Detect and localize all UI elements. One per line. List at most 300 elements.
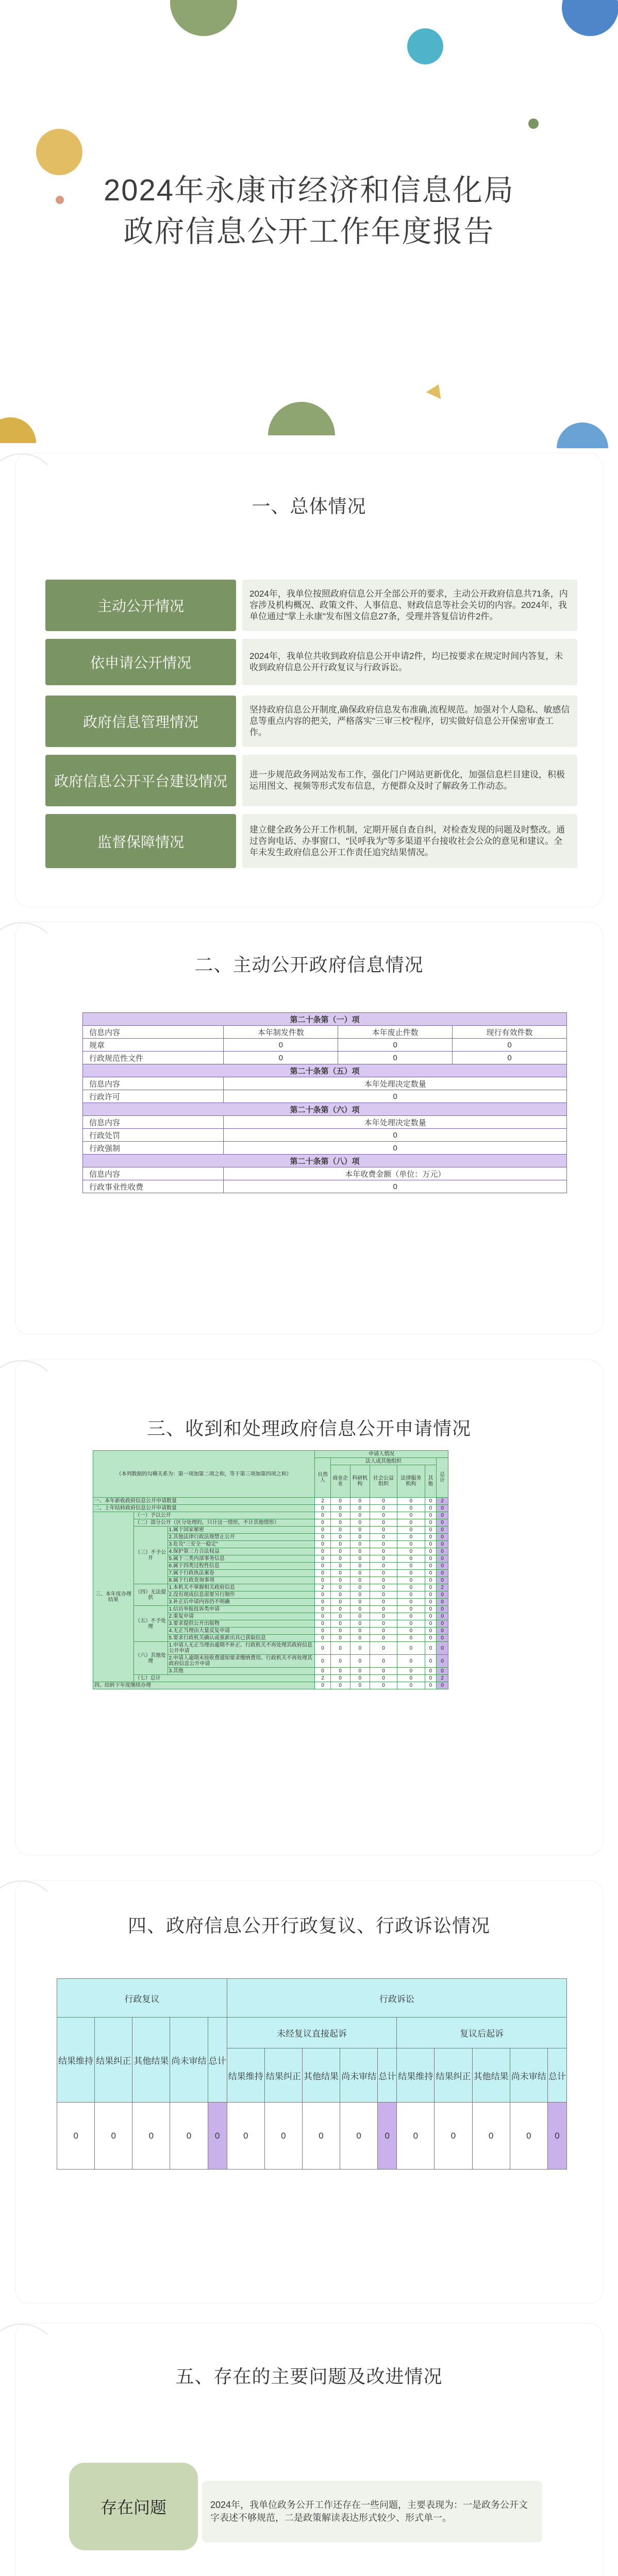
col-header: 尚未审结 <box>340 2048 378 2103</box>
cell: 0 <box>437 1591 448 1599</box>
active-disclosure-table <box>82 1012 567 1193</box>
row-label: 行政强制 <box>83 1142 224 1155</box>
row-label: 5.属于三类内部事务信息 <box>168 1555 315 1563</box>
cell: 0 <box>315 1534 330 1541</box>
cell: 0 <box>437 1668 448 1675</box>
cell: 0 <box>425 1635 437 1642</box>
cell: 0 <box>370 1599 397 1606</box>
cell: 0 <box>370 1577 397 1584</box>
cell: 0 <box>437 1512 448 1519</box>
corner-note: （本列数据的勾稽关系为：第一项加第二项之和，等于第三项加第四项之和） <box>93 1451 315 1498</box>
litigation-header: 行政诉讼 <box>227 1979 566 2018</box>
cell: 0 <box>425 1628 437 1635</box>
cell: 0 <box>370 1548 397 1555</box>
cell: 0 <box>370 1555 397 1563</box>
cell: 0 <box>330 1606 350 1613</box>
cell: 0 <box>370 1584 397 1591</box>
cell: 0 <box>330 1584 350 1591</box>
row-label: 2.没有现成信息需要另行制作 <box>168 1591 315 1599</box>
row-label: 1.信访举报投诉类申请 <box>168 1606 315 1613</box>
request-table <box>93 1450 448 1689</box>
cell: 0 <box>370 1620 397 1628</box>
cell: 2 <box>315 1584 330 1591</box>
col-header: 结果纠正 <box>95 2018 132 2103</box>
cell: 0 <box>425 1512 437 1519</box>
s1-label-platform: 政府信息公开平台建设情况 <box>45 755 236 806</box>
col-header: 结果维持 <box>57 2018 95 2103</box>
row-label: 2.其他法律行政法规禁止公开 <box>168 1534 315 1541</box>
col-header: 其他结果 <box>132 2018 170 2103</box>
cell: 0 <box>425 1563 437 1570</box>
cell: 0 <box>370 1541 397 1548</box>
cell: 0 <box>425 1519 437 1527</box>
col-header: 法律服务机构 <box>397 1465 425 1498</box>
s1-label-active: 主动公开情况 <box>45 580 236 631</box>
natural-person-header: 自然人 <box>315 1458 330 1498</box>
cell: 0 <box>350 1599 370 1606</box>
cell: 0 <box>330 1541 350 1548</box>
row-label: 3.其他 <box>168 1668 315 1675</box>
cell: 0 <box>510 2103 547 2170</box>
cell: 0 <box>330 1628 350 1635</box>
cell: 0 <box>315 1642 330 1655</box>
title-line-2: 政府信息公开工作年度报告 <box>123 215 495 248</box>
cell: 2 <box>315 1675 330 1682</box>
cell: 0 <box>57 2103 95 2170</box>
cell: 0 <box>350 1668 370 1675</box>
decor-teal-circle <box>407 28 443 64</box>
cell: 0 <box>437 1527 448 1534</box>
cell: 0 <box>397 1606 425 1613</box>
row-label: （二）部分公开（区分处理的，只计这一情形，不计其他情形） <box>133 1519 315 1527</box>
cell: 0 <box>370 1628 397 1635</box>
cell: 0 <box>330 1591 350 1599</box>
cell: 0 <box>397 1620 425 1628</box>
cell: 0 <box>437 1534 448 1541</box>
cell: 0 <box>425 1642 437 1655</box>
cell: 0 <box>315 1599 330 1606</box>
cell: 0 <box>370 1498 397 1505</box>
row-label: 3.危及"三安全一稳定" <box>168 1541 315 1548</box>
cell: 0 <box>397 1577 425 1584</box>
cell: 0 <box>370 1505 397 1512</box>
s1-label-supervision: 监督保障情况 <box>45 814 236 868</box>
col-header: 社会公益组织 <box>370 1465 397 1498</box>
cell: 0 <box>397 1655 425 1668</box>
cell: 0 <box>437 1548 448 1555</box>
col-header: 尚未审结 <box>170 2018 208 2103</box>
cell: 0 <box>330 1620 350 1628</box>
cell: 0 <box>425 1584 437 1591</box>
cell: 0 <box>350 1642 370 1655</box>
block4-header: 第二十条第（八）项 <box>83 1155 567 1167</box>
cell: 0 <box>425 1613 437 1620</box>
title-line-1: 2024年永康市经济和信息化局 <box>103 174 515 207</box>
col-header: 信息内容 <box>83 1077 224 1090</box>
row-label: 7.属于行政执法案卷 <box>168 1570 315 1577</box>
cell: 0 <box>397 2103 435 2170</box>
cell: 0 <box>397 1548 425 1555</box>
row-label: 1.申请人无正当理由逾期不补正、行政机关不再处理其政府信息公开申请 <box>168 1642 315 1655</box>
cell: 0 <box>397 1642 425 1655</box>
cell: 0 <box>437 1613 448 1620</box>
block1-header: 第二十条第（一）项 <box>83 1013 567 1026</box>
cell: 0 <box>397 1534 425 1541</box>
group-label: 三、本年度办理结果 <box>93 1512 134 1682</box>
col-header: 信息内容 <box>83 1026 224 1039</box>
cell: 0 <box>437 1635 448 1642</box>
cell: 0 <box>330 1505 350 1512</box>
row-label: 二、上年结转政府信息公开申请数量 <box>93 1505 315 1512</box>
review-header: 行政复议 <box>57 1979 227 2018</box>
cell: 0 <box>425 1534 437 1541</box>
cell: 0 <box>425 1668 437 1675</box>
cell: 0 <box>315 1606 330 1613</box>
cell: 0 <box>330 1563 350 1570</box>
row-label: 行政处罚 <box>83 1129 224 1142</box>
cell: 0 <box>425 1591 437 1599</box>
col-header: 信息内容 <box>83 1116 224 1129</box>
cell: 0 <box>224 1039 338 1052</box>
cell: 0 <box>315 1527 330 1534</box>
cell: 2 <box>437 1498 448 1505</box>
cell: 0 <box>425 1570 437 1577</box>
block2-header: 第二十条第（五）项 <box>83 1064 567 1077</box>
cell: 0 <box>350 1577 370 1584</box>
row-label: 规章 <box>83 1039 224 1052</box>
cell: 0 <box>437 1628 448 1635</box>
cell: 0 <box>224 1142 567 1155</box>
cell: 0 <box>330 1519 350 1527</box>
cell: 0 <box>397 1498 425 1505</box>
cell: 0 <box>437 1599 448 1606</box>
cell: 0 <box>350 1675 370 1682</box>
cell: 0 <box>370 1512 397 1519</box>
cell: 0 <box>350 1563 370 1570</box>
row-label: 行政规范性文件 <box>83 1052 224 1064</box>
cell: 0 <box>397 1591 425 1599</box>
cell: 0 <box>315 1577 330 1584</box>
row-label: 1.本机关不掌握相关政府信息 <box>168 1584 315 1591</box>
problem-label: 存在问题 <box>69 2463 198 2550</box>
cell: 0 <box>397 1628 425 1635</box>
total-header: 总计 <box>437 1458 448 1498</box>
s1-desc-request: 2024年，我单位共收到政府信息公开申请2件，均已按要求在规定时间内答复，未收到政府信息公开行政复议与行政诉讼。 <box>242 639 577 685</box>
cell: 0 <box>437 1519 448 1527</box>
col-header: 信息内容 <box>83 1167 224 1180</box>
cell: 0 <box>315 1505 330 1512</box>
cell: 0 <box>425 1655 437 1668</box>
cell: 0 <box>350 1512 370 1519</box>
cell: 0 <box>330 1534 350 1541</box>
cell: 0 <box>350 1548 370 1555</box>
col-header: 结果纠正 <box>435 2048 472 2103</box>
cell: 0 <box>472 2103 510 2170</box>
page-title <box>0 170 618 252</box>
cell: 0 <box>370 1527 397 1534</box>
cell: 0 <box>397 1635 425 1642</box>
cell: 0 <box>370 1675 397 1682</box>
col-header: 科研机构 <box>350 1465 370 1498</box>
row-label: 一、本年新收政府信息公开申请数量 <box>93 1498 315 1505</box>
cell: 0 <box>397 1584 425 1591</box>
row-label: 4.保护第三方合法权益 <box>168 1548 315 1555</box>
cell: 0 <box>330 1599 350 1606</box>
cell: 0 <box>370 1606 397 1613</box>
legal-person-header: 法人或其他组织 <box>330 1458 437 1465</box>
row-label: 2.重复申请 <box>168 1613 315 1620</box>
cell: 0 <box>425 1527 437 1534</box>
cell: 0 <box>437 1620 448 1628</box>
cell: 0 <box>330 1498 350 1505</box>
col-header: 尚未审结 <box>510 2048 547 2103</box>
cell: 0 <box>315 1563 330 1570</box>
cell: 0 <box>437 1505 448 1512</box>
cell: 0 <box>370 1563 397 1570</box>
cell: 0 <box>437 1541 448 1548</box>
cell: 0 <box>370 1655 397 1668</box>
cell: 0 <box>437 1555 448 1563</box>
cell: 2 <box>315 1498 330 1505</box>
cell: 0 <box>397 1668 425 1675</box>
cell: 0 <box>425 1682 437 1689</box>
cell: 0 <box>397 1512 425 1519</box>
cell: 0 <box>95 2103 132 2170</box>
cell: 0 <box>397 1527 425 1534</box>
cell: 0 <box>330 1613 350 1620</box>
col-header: 本年废止件数 <box>338 1026 453 1039</box>
cell: 0 <box>350 1519 370 1527</box>
col-header: 其他结果 <box>302 2048 340 2103</box>
cell: 0 <box>425 1599 437 1606</box>
cell: 0 <box>315 1591 330 1599</box>
s1-label-request: 依申请公开情况 <box>45 639 236 685</box>
not-reviewed-header: 未经复议直接起诉 <box>227 2018 397 2048</box>
cell: 0 <box>453 1052 567 1064</box>
review-litigation-table <box>57 1978 567 2170</box>
cell: 0 <box>315 1519 330 1527</box>
col-header: 结果维持 <box>227 2048 264 2103</box>
cell: 0 <box>370 1635 397 1642</box>
cell: 0 <box>425 1505 437 1512</box>
section-5-title: 五、存在的主要问题及改进情况 <box>175 2366 443 2387</box>
cell: 0 <box>330 1635 350 1642</box>
cell: 0 <box>425 1606 437 1613</box>
cell: 0 <box>315 1655 330 1668</box>
cell: 0 <box>315 1620 330 1628</box>
row-label: 1.属于国家秘密 <box>168 1527 315 1534</box>
cell: 0 <box>350 1541 370 1548</box>
cell: 0 <box>397 1599 425 1606</box>
cell: 0 <box>350 1555 370 1563</box>
cell: 0 <box>437 1563 448 1570</box>
s1-desc-supervision: 建立健全政务公开工作机制，定期开展自查自纠，对检查发现的问题及时整改。通过咨询电话、办事窗口、"民呼我为"等多渠道平台接收社会公众的意见和建议。全年未发生政府信息公开工作责任追究结果情况。 <box>242 814 577 868</box>
col-header: 商业企业 <box>330 1465 350 1498</box>
after-review-header: 复议后起诉 <box>397 2018 567 2048</box>
cell: 0 <box>397 1675 425 1682</box>
cell: 0 <box>350 1655 370 1668</box>
row-label: 8.属于行政查询事项 <box>168 1577 315 1584</box>
cell: 0 <box>425 1498 437 1505</box>
cell: 0 <box>350 1591 370 1599</box>
cell: 0 <box>350 1498 370 1505</box>
cell: 0 <box>350 1613 370 1620</box>
row-label: 2.申请人逾期未按收费通知要求缴纳费用、行政机关不再处理其政府信息公开申请 <box>168 1655 315 1668</box>
row-label: 5.要求行政机关确认或重新出具已获取信息 <box>168 1635 315 1642</box>
s1-desc-management: 坚持政府信息公开制度,确保政府信息发布准确,流程规范。加强对个人隐私、敏感信息等重点内容的把关，严格落实"三审三校"程序，切实做好信息公开保密审查工作。 <box>242 696 577 747</box>
col-header: 总计 <box>378 2048 397 2103</box>
cell: 0 <box>397 1570 425 1577</box>
cell: 0 <box>397 1613 425 1620</box>
cell: 0 <box>397 1555 425 1563</box>
cell: 0 <box>397 1505 425 1512</box>
cell: 0 <box>330 1675 350 1682</box>
cell: 0 <box>227 2103 264 2170</box>
row-label: 3.要求提供公开出版物 <box>168 1620 315 1628</box>
problem-desc: 2024年，我单位政务公开工作还存在一些问题，主要表现为：一是政务公开文字表述不够规范，二是政策解读表达形式较少、形式单一。 <box>202 2481 542 2543</box>
cell: 0 <box>437 1606 448 1613</box>
cell: 0 <box>370 1519 397 1527</box>
cell: 0 <box>425 1675 437 1682</box>
cell: 0 <box>315 1613 330 1620</box>
cell: 0 <box>315 1512 330 1519</box>
cell: 0 <box>330 1577 350 1584</box>
cell: 0 <box>350 1606 370 1613</box>
cell: 0 <box>208 2103 227 2170</box>
cell: 0 <box>350 1505 370 1512</box>
col-header: 总计 <box>547 2048 566 2103</box>
row-label: （七）总计 <box>133 1675 315 1682</box>
decor-blue-circle <box>562 0 618 36</box>
cell: 0 <box>315 1682 330 1689</box>
cell: 0 <box>224 1052 338 1064</box>
col-header: 现行有效件数 <box>453 1026 567 1039</box>
cell: 0 <box>437 1642 448 1655</box>
col-header: 结果纠正 <box>264 2048 302 2103</box>
cell: 0 <box>338 1052 453 1064</box>
cell: 0 <box>315 1668 330 1675</box>
cell: 0 <box>350 1682 370 1689</box>
applicant-header: 申请人情况 <box>315 1451 448 1458</box>
cell: 0 <box>370 1642 397 1655</box>
cell: 0 <box>350 1584 370 1591</box>
cell: 2 <box>437 1584 448 1591</box>
cell: 0 <box>330 1570 350 1577</box>
cell: 0 <box>264 2103 302 2170</box>
cell: 0 <box>370 1613 397 1620</box>
col-header: 总计 <box>208 2018 227 2103</box>
cell: 0 <box>370 1534 397 1541</box>
row-label: 6.属于四类过程性信息 <box>168 1563 315 1570</box>
decor-yellow-circle <box>36 129 82 175</box>
group-label: （六）其他处理 <box>133 1642 168 1675</box>
cell: 0 <box>302 2103 340 2170</box>
cell: 0 <box>437 1655 448 1668</box>
row-label: 行政许可 <box>83 1090 224 1103</box>
col-header: 本年制发件数 <box>224 1026 338 1039</box>
row-label: 行政事业性收费 <box>83 1180 224 1193</box>
cell: 0 <box>397 1519 425 1527</box>
section-2-title: 二、主动公开政府信息情况 <box>194 954 424 975</box>
cell: 0 <box>425 1548 437 1555</box>
group-label: （五）不予处理 <box>133 1606 168 1642</box>
decor-small-dot <box>528 118 539 129</box>
cell: 0 <box>370 1682 397 1689</box>
cell: 0 <box>170 2103 208 2170</box>
section-1-title: 一、总体情况 <box>252 496 366 517</box>
cell: 0 <box>425 1541 437 1548</box>
cell: 0 <box>437 1577 448 1584</box>
block3-header: 第二十条第（六）项 <box>83 1103 567 1116</box>
cell: 0 <box>132 2103 170 2170</box>
cell: 0 <box>437 1570 448 1577</box>
cell: 0 <box>350 1635 370 1642</box>
decor-green-circle <box>170 0 237 36</box>
cell: 0 <box>330 1555 350 1563</box>
decor-triangle <box>426 381 446 399</box>
cell: 0 <box>315 1555 330 1563</box>
cell: 0 <box>425 1620 437 1628</box>
cell: 0 <box>315 1541 330 1548</box>
col-header: 本年收费金额（单位：万元） <box>224 1167 567 1180</box>
row-label: 四、结转下年度继续办理 <box>93 1682 315 1689</box>
cell: 0 <box>425 1555 437 1563</box>
cell: 0 <box>350 1628 370 1635</box>
cell: 0 <box>330 1642 350 1655</box>
cell: 0 <box>330 1527 350 1534</box>
cell: 0 <box>397 1563 425 1570</box>
cell: 0 <box>224 1180 567 1193</box>
cell: 0 <box>547 2103 566 2170</box>
cell: 0 <box>350 1527 370 1534</box>
col-header: 结果维持 <box>397 2048 435 2103</box>
cell: 0 <box>315 1628 330 1635</box>
cell: 0 <box>224 1090 567 1103</box>
cell: 0 <box>370 1668 397 1675</box>
cell: 0 <box>224 1129 567 1142</box>
s1-desc-platform: 进一步规范政务网站发布工作，强化门户网站更新优化，加强信息栏目建设，积极运用图文、视频等形式发布信息，方便群众及时了解政务工作动态。 <box>242 755 577 806</box>
cell: 0 <box>435 2103 472 2170</box>
cell: 0 <box>370 1570 397 1577</box>
row-label: （一）予以公开 <box>133 1512 315 1519</box>
section-3-title: 三、收到和处理政府信息公开申请情况 <box>146 1418 471 1439</box>
cell: 0 <box>330 1668 350 1675</box>
row-label: 4.无正当理由大量反复申请 <box>168 1628 315 1635</box>
s1-label-management: 政府信息管理情况 <box>45 696 236 747</box>
cell: 0 <box>350 1534 370 1541</box>
cell: 0 <box>378 2103 397 2170</box>
cell: 0 <box>370 1591 397 1599</box>
cell: 0 <box>425 1577 437 1584</box>
cell: 0 <box>350 1570 370 1577</box>
row-label: 3.补正后申请内容仍不明确 <box>168 1599 315 1606</box>
section-4-title: 四、政府信息公开行政复议、行政诉讼情况 <box>127 1915 490 1936</box>
cell: 0 <box>338 1039 453 1052</box>
cell: 0 <box>315 1570 330 1577</box>
cell: 0 <box>437 1682 448 1689</box>
cell: 0 <box>330 1655 350 1668</box>
s1-desc-active: 2024年，我单位按照政府信息公开全部公开的要求，主动公开政府信息共71条，内容涉及机构概况、政策文件、人事信息、财政信息等社会关切的内容。2024年，我单位通过"掌上永康"发布图文信息27条，受理并答复信访件2件。 <box>242 580 577 631</box>
cell: 0 <box>453 1039 567 1052</box>
col-header: 本年处理决定数量 <box>224 1077 567 1090</box>
col-header: 其他结果 <box>472 2048 510 2103</box>
group-label: （四）无法提供 <box>133 1584 168 1606</box>
cell: 0 <box>330 1512 350 1519</box>
cell: 0 <box>340 2103 378 2170</box>
col-header: 其他 <box>425 1465 437 1498</box>
cell: 0 <box>315 1548 330 1555</box>
col-header: 本年处理决定数量 <box>224 1116 567 1129</box>
